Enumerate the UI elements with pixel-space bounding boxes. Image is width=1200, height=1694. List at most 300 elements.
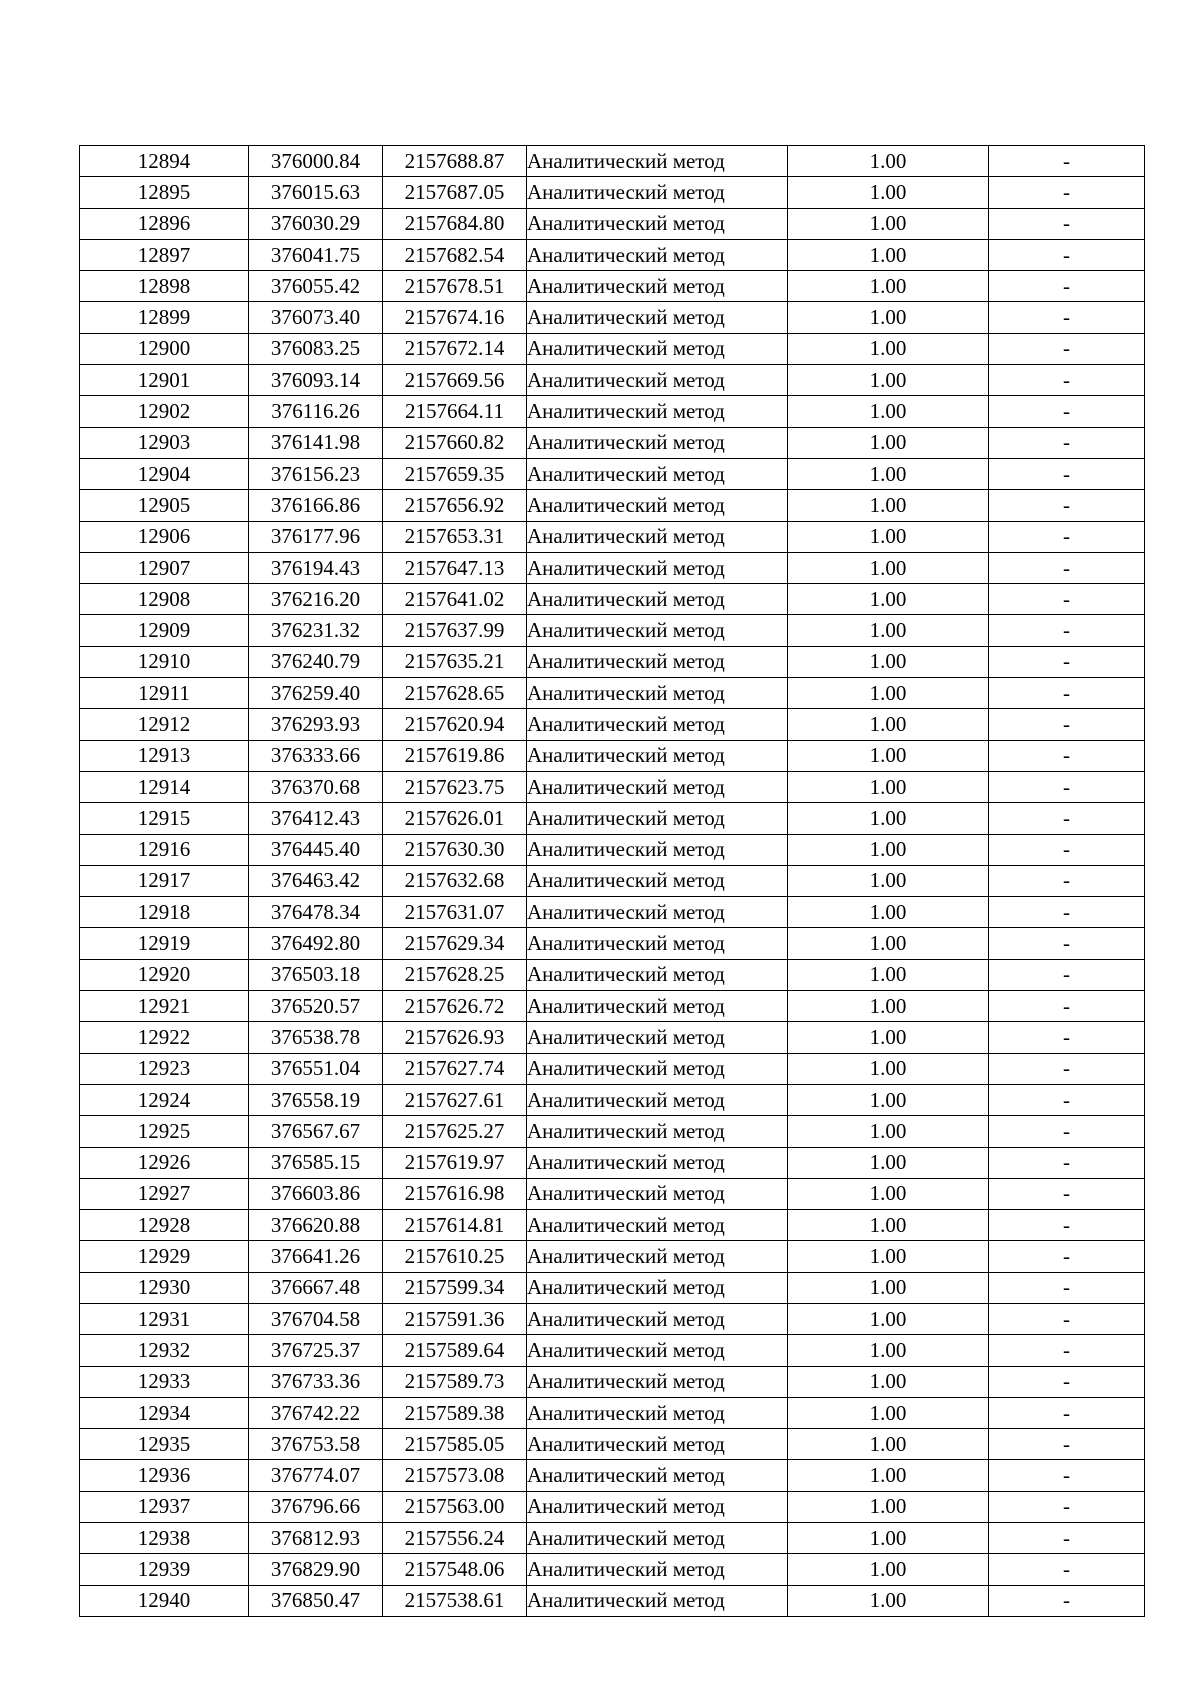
- table-row: [80, 302, 1145, 333]
- table-row: [80, 1397, 1145, 1428]
- description-cell: -: [989, 1429, 1145, 1460]
- y-coordinate-cell: 2157627.74: [383, 1053, 527, 1084]
- y-coordinate-cell: 2157626.72: [383, 991, 527, 1022]
- table-row: [80, 1147, 1145, 1178]
- x-coordinate-cell: 376463.42: [249, 865, 383, 896]
- table-row: [80, 1523, 1145, 1554]
- description-cell: -: [989, 208, 1145, 239]
- accuracy-cell: 1.00: [788, 897, 989, 928]
- accuracy-cell: 1.00: [788, 1523, 989, 1554]
- table-row: [80, 1241, 1145, 1272]
- x-coordinate-cell: 376620.88: [249, 1210, 383, 1241]
- method-cell: Аналитический метод: [527, 396, 788, 427]
- description-cell: -: [989, 1210, 1145, 1241]
- point-number-cell: 12925: [80, 1116, 249, 1147]
- description-cell: -: [989, 865, 1145, 896]
- description-cell: -: [989, 1554, 1145, 1585]
- y-coordinate-cell: 2157619.86: [383, 740, 527, 771]
- method-cell: Аналитический метод: [527, 1366, 788, 1397]
- x-coordinate-cell: 376015.63: [249, 177, 383, 208]
- table-row: [80, 1491, 1145, 1522]
- method-cell: Аналитический метод: [527, 1523, 788, 1554]
- accuracy-cell: 1.00: [788, 1491, 989, 1522]
- accuracy-cell: 1.00: [788, 146, 989, 177]
- description-cell: -: [989, 146, 1145, 177]
- accuracy-cell: 1.00: [788, 740, 989, 771]
- accuracy-cell: 1.00: [788, 1147, 989, 1178]
- method-cell: Аналитический метод: [527, 333, 788, 364]
- table-row: [80, 897, 1145, 928]
- x-coordinate-cell: 376166.86: [249, 490, 383, 521]
- description-cell: -: [989, 1303, 1145, 1334]
- y-coordinate-cell: 2157637.99: [383, 615, 527, 646]
- y-coordinate-cell: 2157647.13: [383, 552, 527, 583]
- accuracy-cell: 1.00: [788, 646, 989, 677]
- table-row: [80, 146, 1145, 177]
- y-coordinate-cell: 2157625.27: [383, 1116, 527, 1147]
- table-row: [80, 396, 1145, 427]
- point-number-cell: 12916: [80, 834, 249, 865]
- accuracy-cell: 1.00: [788, 1022, 989, 1053]
- y-coordinate-cell: 2157653.31: [383, 521, 527, 552]
- table-row: [80, 552, 1145, 583]
- description-cell: -: [989, 427, 1145, 458]
- y-coordinate-cell: 2157674.16: [383, 302, 527, 333]
- table-row: [80, 709, 1145, 740]
- y-coordinate-cell: 2157628.25: [383, 959, 527, 990]
- accuracy-cell: 1.00: [788, 615, 989, 646]
- accuracy-cell: 1.00: [788, 1460, 989, 1491]
- point-number-cell: 12906: [80, 521, 249, 552]
- description-cell: -: [989, 302, 1145, 333]
- accuracy-cell: 1.00: [788, 1554, 989, 1585]
- method-cell: Аналитический метод: [527, 959, 788, 990]
- x-coordinate-cell: 376093.14: [249, 365, 383, 396]
- table-row: [80, 584, 1145, 615]
- coordinates-table-body: [80, 146, 1145, 1617]
- point-number-cell: 12937: [80, 1491, 249, 1522]
- point-number-cell: 12934: [80, 1397, 249, 1428]
- accuracy-cell: 1.00: [788, 834, 989, 865]
- y-coordinate-cell: 2157631.07: [383, 897, 527, 928]
- accuracy-cell: 1.00: [788, 458, 989, 489]
- table-row: [80, 365, 1145, 396]
- accuracy-cell: 1.00: [788, 1210, 989, 1241]
- method-cell: Аналитический метод: [527, 1241, 788, 1272]
- table-row: [80, 271, 1145, 302]
- table-row: [80, 1585, 1145, 1616]
- method-cell: Аналитический метод: [527, 709, 788, 740]
- y-coordinate-cell: 2157591.36: [383, 1303, 527, 1334]
- method-cell: Аналитический метод: [527, 740, 788, 771]
- description-cell: -: [989, 1053, 1145, 1084]
- y-coordinate-cell: 2157548.06: [383, 1554, 527, 1585]
- method-cell: Аналитический метод: [527, 615, 788, 646]
- point-number-cell: 12902: [80, 396, 249, 427]
- x-coordinate-cell: 376585.15: [249, 1147, 383, 1178]
- method-cell: Аналитический метод: [527, 678, 788, 709]
- description-cell: -: [989, 1084, 1145, 1115]
- x-coordinate-cell: 376141.98: [249, 427, 383, 458]
- method-cell: Аналитический метод: [527, 1335, 788, 1366]
- x-coordinate-cell: 376478.34: [249, 897, 383, 928]
- description-cell: -: [989, 1147, 1145, 1178]
- table-row: [80, 521, 1145, 552]
- method-cell: Аналитический метод: [527, 1397, 788, 1428]
- x-coordinate-cell: 376503.18: [249, 959, 383, 990]
- description-cell: -: [989, 1022, 1145, 1053]
- method-cell: Аналитический метод: [527, 1272, 788, 1303]
- x-coordinate-cell: 376333.66: [249, 740, 383, 771]
- y-coordinate-cell: 2157626.01: [383, 803, 527, 834]
- table-row: [80, 928, 1145, 959]
- y-coordinate-cell: 2157678.51: [383, 271, 527, 302]
- point-number-cell: 12901: [80, 365, 249, 396]
- x-coordinate-cell: 376055.42: [249, 271, 383, 302]
- method-cell: Аналитический метод: [527, 458, 788, 489]
- table-row: [80, 803, 1145, 834]
- y-coordinate-cell: 2157656.92: [383, 490, 527, 521]
- method-cell: Аналитический метод: [527, 1554, 788, 1585]
- accuracy-cell: 1.00: [788, 239, 989, 270]
- description-cell: -: [989, 1491, 1145, 1522]
- accuracy-cell: 1.00: [788, 1116, 989, 1147]
- description-cell: -: [989, 678, 1145, 709]
- table-row: [80, 959, 1145, 990]
- table-row: [80, 239, 1145, 270]
- accuracy-cell: 1.00: [788, 490, 989, 521]
- description-cell: -: [989, 239, 1145, 270]
- table-row: [80, 458, 1145, 489]
- point-number-cell: 12899: [80, 302, 249, 333]
- description-cell: -: [989, 928, 1145, 959]
- method-cell: Аналитический метод: [527, 865, 788, 896]
- x-coordinate-cell: 376293.93: [249, 709, 383, 740]
- description-cell: -: [989, 1241, 1145, 1272]
- x-coordinate-cell: 376073.40: [249, 302, 383, 333]
- point-number-cell: 12926: [80, 1147, 249, 1178]
- table-row: [80, 1053, 1145, 1084]
- table-row: [80, 1178, 1145, 1209]
- table-row: [80, 333, 1145, 364]
- x-coordinate-cell: 376733.36: [249, 1366, 383, 1397]
- point-number-cell: 12903: [80, 427, 249, 458]
- y-coordinate-cell: 2157556.24: [383, 1523, 527, 1554]
- x-coordinate-cell: 376412.43: [249, 803, 383, 834]
- accuracy-cell: 1.00: [788, 396, 989, 427]
- x-coordinate-cell: 376812.93: [249, 1523, 383, 1554]
- x-coordinate-cell: 376000.84: [249, 146, 383, 177]
- description-cell: -: [989, 1585, 1145, 1616]
- description-cell: -: [989, 521, 1145, 552]
- table-row: [80, 834, 1145, 865]
- y-coordinate-cell: 2157619.97: [383, 1147, 527, 1178]
- accuracy-cell: 1.00: [788, 865, 989, 896]
- description-cell: -: [989, 1335, 1145, 1366]
- accuracy-cell: 1.00: [788, 333, 989, 364]
- description-cell: -: [989, 458, 1145, 489]
- y-coordinate-cell: 2157589.64: [383, 1335, 527, 1366]
- description-cell: -: [989, 177, 1145, 208]
- point-number-cell: 12911: [80, 678, 249, 709]
- y-coordinate-cell: 2157688.87: [383, 146, 527, 177]
- point-number-cell: 12897: [80, 239, 249, 270]
- point-number-cell: 12927: [80, 1178, 249, 1209]
- y-coordinate-cell: 2157573.08: [383, 1460, 527, 1491]
- point-number-cell: 12913: [80, 740, 249, 771]
- point-number-cell: 12923: [80, 1053, 249, 1084]
- description-cell: -: [989, 959, 1145, 990]
- x-coordinate-cell: 376829.90: [249, 1554, 383, 1585]
- y-coordinate-cell: 2157614.81: [383, 1210, 527, 1241]
- point-number-cell: 12908: [80, 584, 249, 615]
- description-cell: -: [989, 490, 1145, 521]
- y-coordinate-cell: 2157610.25: [383, 1241, 527, 1272]
- point-number-cell: 12939: [80, 1554, 249, 1585]
- table-row: [80, 1554, 1145, 1585]
- method-cell: Аналитический метод: [527, 177, 788, 208]
- x-coordinate-cell: 376742.22: [249, 1397, 383, 1428]
- table-row: [80, 678, 1145, 709]
- point-number-cell: 12929: [80, 1241, 249, 1272]
- point-number-cell: 12938: [80, 1523, 249, 1554]
- method-cell: Аналитический метод: [527, 146, 788, 177]
- table-row: [80, 1022, 1145, 1053]
- method-cell: Аналитический метод: [527, 1022, 788, 1053]
- accuracy-cell: 1.00: [788, 208, 989, 239]
- method-cell: Аналитический метод: [527, 239, 788, 270]
- method-cell: Аналитический метод: [527, 427, 788, 458]
- point-number-cell: 12895: [80, 177, 249, 208]
- x-coordinate-cell: 376725.37: [249, 1335, 383, 1366]
- method-cell: Аналитический метод: [527, 1460, 788, 1491]
- accuracy-cell: 1.00: [788, 1053, 989, 1084]
- method-cell: Аналитический метод: [527, 1116, 788, 1147]
- point-number-cell: 12904: [80, 458, 249, 489]
- x-coordinate-cell: 376194.43: [249, 552, 383, 583]
- description-cell: -: [989, 1116, 1145, 1147]
- table-row: [80, 865, 1145, 896]
- description-cell: -: [989, 615, 1145, 646]
- y-coordinate-cell: 2157635.21: [383, 646, 527, 677]
- method-cell: Аналитический метод: [527, 1491, 788, 1522]
- accuracy-cell: 1.00: [788, 302, 989, 333]
- description-cell: -: [989, 552, 1145, 583]
- point-number-cell: 12918: [80, 897, 249, 928]
- description-cell: -: [989, 897, 1145, 928]
- description-cell: -: [989, 834, 1145, 865]
- y-coordinate-cell: 2157630.30: [383, 834, 527, 865]
- accuracy-cell: 1.00: [788, 1303, 989, 1334]
- x-coordinate-cell: 376753.58: [249, 1429, 383, 1460]
- x-coordinate-cell: 376774.07: [249, 1460, 383, 1491]
- point-number-cell: 12935: [80, 1429, 249, 1460]
- y-coordinate-cell: 2157589.73: [383, 1366, 527, 1397]
- method-cell: Аналитический метод: [527, 646, 788, 677]
- x-coordinate-cell: 376259.40: [249, 678, 383, 709]
- description-cell: -: [989, 709, 1145, 740]
- table-row: [80, 490, 1145, 521]
- description-cell: -: [989, 333, 1145, 364]
- description-cell: -: [989, 584, 1145, 615]
- description-cell: -: [989, 1178, 1145, 1209]
- accuracy-cell: 1.00: [788, 678, 989, 709]
- description-cell: -: [989, 991, 1145, 1022]
- method-cell: Аналитический метод: [527, 552, 788, 583]
- x-coordinate-cell: 376538.78: [249, 1022, 383, 1053]
- point-number-cell: 12915: [80, 803, 249, 834]
- table-row: [80, 771, 1145, 802]
- method-cell: Аналитический метод: [527, 521, 788, 552]
- y-coordinate-cell: 2157585.05: [383, 1429, 527, 1460]
- point-number-cell: 12933: [80, 1366, 249, 1397]
- accuracy-cell: 1.00: [788, 365, 989, 396]
- point-number-cell: 12914: [80, 771, 249, 802]
- point-number-cell: 12907: [80, 552, 249, 583]
- y-coordinate-cell: 2157538.61: [383, 1585, 527, 1616]
- accuracy-cell: 1.00: [788, 177, 989, 208]
- x-coordinate-cell: 376445.40: [249, 834, 383, 865]
- y-coordinate-cell: 2157672.14: [383, 333, 527, 364]
- y-coordinate-cell: 2157620.94: [383, 709, 527, 740]
- table-row: [80, 427, 1145, 458]
- y-coordinate-cell: 2157623.75: [383, 771, 527, 802]
- x-coordinate-cell: 376177.96: [249, 521, 383, 552]
- description-cell: -: [989, 771, 1145, 802]
- accuracy-cell: 1.00: [788, 991, 989, 1022]
- point-number-cell: 12910: [80, 646, 249, 677]
- point-number-cell: 12917: [80, 865, 249, 896]
- description-cell: -: [989, 1460, 1145, 1491]
- x-coordinate-cell: 376083.25: [249, 333, 383, 364]
- point-number-cell: 12900: [80, 333, 249, 364]
- accuracy-cell: 1.00: [788, 1335, 989, 1366]
- x-coordinate-cell: 376704.58: [249, 1303, 383, 1334]
- accuracy-cell: 1.00: [788, 771, 989, 802]
- method-cell: Аналитический метод: [527, 584, 788, 615]
- x-coordinate-cell: 376116.26: [249, 396, 383, 427]
- accuracy-cell: 1.00: [788, 521, 989, 552]
- y-coordinate-cell: 2157659.35: [383, 458, 527, 489]
- x-coordinate-cell: 376492.80: [249, 928, 383, 959]
- table-row: [80, 615, 1145, 646]
- description-cell: -: [989, 271, 1145, 302]
- point-number-cell: 12940: [80, 1585, 249, 1616]
- table-row: [80, 208, 1145, 239]
- y-coordinate-cell: 2157684.80: [383, 208, 527, 239]
- point-number-cell: 12921: [80, 991, 249, 1022]
- method-cell: Аналитический метод: [527, 1084, 788, 1115]
- accuracy-cell: 1.00: [788, 1272, 989, 1303]
- method-cell: Аналитический метод: [527, 302, 788, 333]
- coordinates-table: [79, 145, 1145, 1617]
- x-coordinate-cell: 376041.75: [249, 239, 383, 270]
- y-coordinate-cell: 2157682.54: [383, 239, 527, 270]
- table-row: [80, 1116, 1145, 1147]
- y-coordinate-cell: 2157632.68: [383, 865, 527, 896]
- description-cell: -: [989, 646, 1145, 677]
- table-row: [80, 1335, 1145, 1366]
- accuracy-cell: 1.00: [788, 271, 989, 302]
- table-row: [80, 1366, 1145, 1397]
- description-cell: -: [989, 1366, 1145, 1397]
- method-cell: Аналитический метод: [527, 271, 788, 302]
- point-number-cell: 12912: [80, 709, 249, 740]
- y-coordinate-cell: 2157641.02: [383, 584, 527, 615]
- point-number-cell: 12936: [80, 1460, 249, 1491]
- table-row: [80, 177, 1145, 208]
- point-number-cell: 12909: [80, 615, 249, 646]
- accuracy-cell: 1.00: [788, 1397, 989, 1428]
- method-cell: Аналитический метод: [527, 1429, 788, 1460]
- method-cell: Аналитический метод: [527, 803, 788, 834]
- method-cell: Аналитический метод: [527, 897, 788, 928]
- method-cell: Аналитический метод: [527, 365, 788, 396]
- point-number-cell: 12928: [80, 1210, 249, 1241]
- x-coordinate-cell: 376796.66: [249, 1491, 383, 1522]
- accuracy-cell: 1.00: [788, 552, 989, 583]
- x-coordinate-cell: 376156.23: [249, 458, 383, 489]
- x-coordinate-cell: 376520.57: [249, 991, 383, 1022]
- x-coordinate-cell: 376667.48: [249, 1272, 383, 1303]
- method-cell: Аналитический метод: [527, 208, 788, 239]
- accuracy-cell: 1.00: [788, 1178, 989, 1209]
- table-row: [80, 1460, 1145, 1491]
- method-cell: Аналитический метод: [527, 928, 788, 959]
- y-coordinate-cell: 2157616.98: [383, 1178, 527, 1209]
- x-coordinate-cell: 376231.32: [249, 615, 383, 646]
- point-number-cell: 12905: [80, 490, 249, 521]
- x-coordinate-cell: 376030.29: [249, 208, 383, 239]
- table-row: [80, 1303, 1145, 1334]
- method-cell: Аналитический метод: [527, 1210, 788, 1241]
- method-cell: Аналитический метод: [527, 1178, 788, 1209]
- method-cell: Аналитический метод: [527, 1147, 788, 1178]
- description-cell: -: [989, 1397, 1145, 1428]
- y-coordinate-cell: 2157626.93: [383, 1022, 527, 1053]
- point-number-cell: 12932: [80, 1335, 249, 1366]
- accuracy-cell: 1.00: [788, 709, 989, 740]
- x-coordinate-cell: 376603.86: [249, 1178, 383, 1209]
- method-cell: Аналитический метод: [527, 834, 788, 865]
- accuracy-cell: 1.00: [788, 959, 989, 990]
- method-cell: Аналитический метод: [527, 1585, 788, 1616]
- description-cell: -: [989, 365, 1145, 396]
- accuracy-cell: 1.00: [788, 928, 989, 959]
- table-row: [80, 1084, 1145, 1115]
- x-coordinate-cell: 376558.19: [249, 1084, 383, 1115]
- y-coordinate-cell: 2157627.61: [383, 1084, 527, 1115]
- point-number-cell: 12931: [80, 1303, 249, 1334]
- method-cell: Аналитический метод: [527, 1303, 788, 1334]
- method-cell: Аналитический метод: [527, 771, 788, 802]
- y-coordinate-cell: 2157589.38: [383, 1397, 527, 1428]
- point-number-cell: 12898: [80, 271, 249, 302]
- point-number-cell: 12924: [80, 1084, 249, 1115]
- y-coordinate-cell: 2157629.34: [383, 928, 527, 959]
- method-cell: Аналитический метод: [527, 1053, 788, 1084]
- method-cell: Аналитический метод: [527, 991, 788, 1022]
- y-coordinate-cell: 2157599.34: [383, 1272, 527, 1303]
- accuracy-cell: 1.00: [788, 1585, 989, 1616]
- y-coordinate-cell: 2157628.65: [383, 678, 527, 709]
- description-cell: -: [989, 396, 1145, 427]
- y-coordinate-cell: 2157669.56: [383, 365, 527, 396]
- table-row: [80, 1429, 1145, 1460]
- accuracy-cell: 1.00: [788, 427, 989, 458]
- accuracy-cell: 1.00: [788, 1241, 989, 1272]
- x-coordinate-cell: 376850.47: [249, 1585, 383, 1616]
